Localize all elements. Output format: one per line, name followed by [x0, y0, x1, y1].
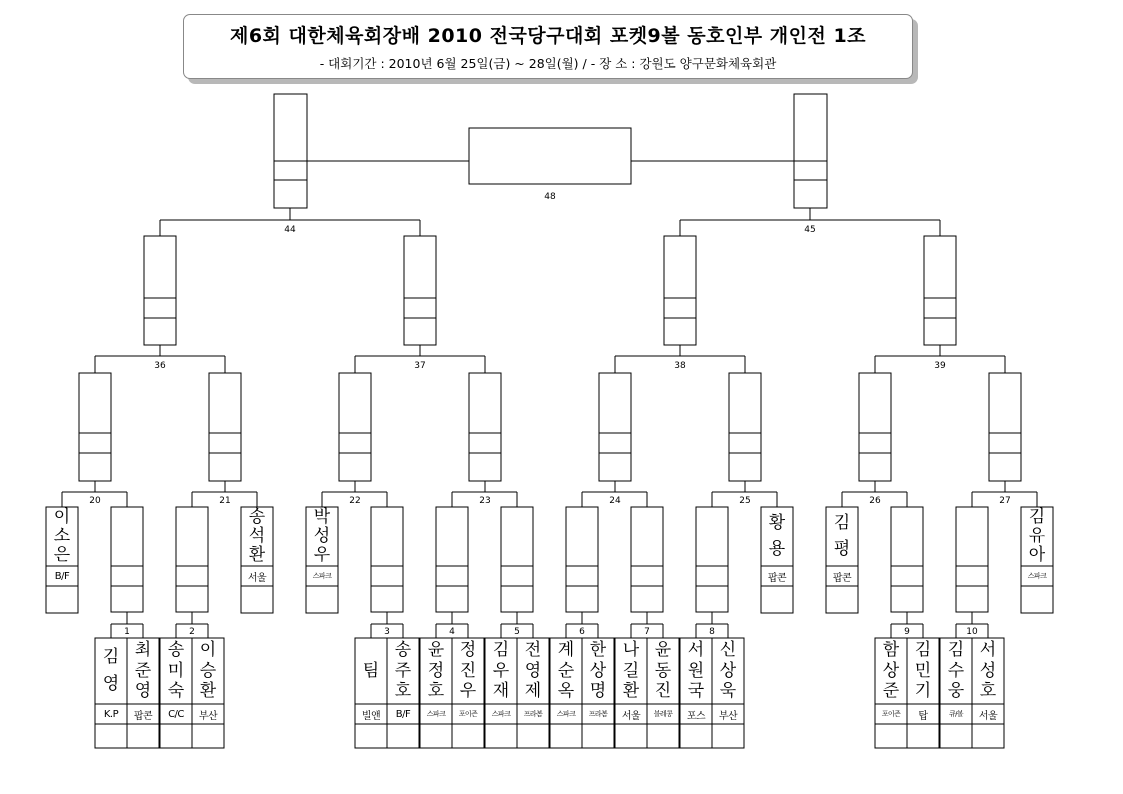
- player-team: 부산: [198, 710, 218, 722]
- bracket-lines: [62, 94, 1037, 638]
- event-info: - 대회기간 : 2010년 6월 25일(금) ~ 28일(월) / - 장 소 : 강원도 양구문화체육회관: [319, 56, 777, 71]
- player-name: 윤 정 호: [427, 639, 445, 702]
- player-name: 김 민 기: [914, 639, 932, 702]
- player-name: 함 상 준: [882, 639, 900, 702]
- player-team: 서울: [621, 710, 641, 722]
- player-team: 부산: [718, 710, 738, 722]
- match-number: 25: [739, 496, 751, 506]
- player-entry: [241, 507, 273, 613]
- player-name: 나 길 환: [622, 639, 640, 702]
- player-name: 이 승 환: [199, 639, 217, 702]
- player-entry: [972, 638, 1004, 748]
- player-entry: [647, 638, 679, 748]
- match-number: 7: [644, 627, 650, 637]
- player-team: 스파크: [1027, 572, 1047, 580]
- player-entry: [485, 638, 517, 748]
- final-box: [469, 128, 631, 184]
- match-number: 26: [869, 496, 881, 506]
- player-name: 서 성 호: [979, 639, 997, 702]
- player-entry: [712, 638, 744, 748]
- player-team: 포이즌: [881, 710, 901, 718]
- player-entry: [761, 507, 793, 613]
- match-number: 45: [804, 225, 816, 235]
- match-number: 2: [189, 627, 195, 637]
- player-team: 포스: [686, 710, 706, 722]
- player-entry: [452, 638, 484, 748]
- player-entry: [550, 638, 582, 748]
- player-name: 김 유 아: [1028, 507, 1046, 565]
- r32-box-9: [891, 507, 923, 612]
- match-number: 1: [124, 627, 130, 637]
- page-title: 제6회 대한체육회장배 2010 전국당구대회 포켓9볼 동호인부 개인전 1조: [229, 25, 867, 47]
- player-team: 스파크: [491, 710, 511, 718]
- player-name: 김 평: [833, 513, 851, 559]
- player-team: C/C: [168, 708, 184, 720]
- player-entry: [615, 638, 647, 748]
- r16-box-7: [859, 373, 891, 481]
- player-team: 포이즌: [458, 710, 478, 718]
- match-number: 4: [449, 627, 455, 637]
- r16-box-4: [469, 373, 501, 481]
- player-name: 박 성 우: [313, 507, 331, 565]
- match-number: 24: [609, 496, 621, 506]
- player-entry: [306, 507, 338, 613]
- player-team: B/F: [54, 570, 70, 582]
- match-number: 39: [934, 361, 946, 371]
- player-team: B/F: [395, 708, 411, 720]
- match-number: 38: [674, 361, 686, 371]
- player-entry: [387, 638, 419, 748]
- player-name: 송 석 환: [248, 507, 266, 565]
- player-entry: [907, 638, 939, 748]
- player-team: 스파크: [426, 710, 446, 718]
- player-entry: [1021, 507, 1053, 613]
- match-number: 5: [514, 627, 520, 637]
- match-number: 3: [384, 627, 390, 637]
- player-name: 김 영: [102, 646, 120, 695]
- player-name: 윤 동 진: [654, 639, 672, 702]
- player-entry: [192, 638, 224, 748]
- player-team: K.P: [103, 708, 119, 720]
- player-entry: [46, 507, 78, 613]
- r16-box-2: [209, 373, 241, 481]
- r32-box-4: [436, 507, 468, 612]
- qf-box-3: [664, 236, 696, 345]
- player-name: 황 용: [768, 513, 786, 559]
- r32-box-10: [956, 507, 988, 612]
- player-entry: [940, 638, 972, 748]
- player-team: 빌앤: [361, 710, 381, 722]
- player-team: 서울: [247, 572, 267, 584]
- player-entry: [355, 638, 387, 748]
- match-number: 44: [284, 225, 296, 235]
- player-name: 신 상 욱: [719, 639, 737, 702]
- r16-box-3: [339, 373, 371, 481]
- r32-box-7: [631, 507, 663, 612]
- match-number: 23: [479, 496, 491, 506]
- player-name: 팀: [362, 660, 380, 681]
- player-team: 탑: [918, 710, 928, 722]
- r32-box-2: [176, 507, 208, 612]
- match-number: 48: [544, 192, 556, 202]
- player-name: 김 우 재: [492, 639, 510, 702]
- player-name: 계 순 옥: [557, 639, 575, 702]
- player-name: 송 주 호: [394, 639, 412, 702]
- player-team: 프라봄: [523, 710, 543, 718]
- player-team: 스파크: [312, 572, 332, 580]
- player-name: 이 소 은: [53, 507, 71, 565]
- match-number: 37: [414, 361, 426, 371]
- match-number: 36: [154, 361, 166, 371]
- player-entry: [420, 638, 452, 748]
- match-number: 27: [999, 496, 1011, 506]
- r32-box-5: [501, 507, 533, 612]
- player-team: 스파크: [556, 710, 576, 718]
- player-name: 서 원 국: [687, 639, 705, 702]
- player-entry: [127, 638, 159, 748]
- player-team: 팝콘: [767, 572, 787, 584]
- r32-box-3: [371, 507, 403, 612]
- semi-left-box: [274, 94, 307, 208]
- r16-box-5: [599, 373, 631, 481]
- qf-box-1: [144, 236, 176, 345]
- match-number: 22: [349, 496, 361, 506]
- player-name: 김 수 웅: [947, 639, 965, 702]
- qf-box-4: [924, 236, 956, 345]
- player-name: 한 상 명: [589, 639, 607, 702]
- player-entry: [160, 638, 192, 748]
- player-name: 정 진 우: [459, 639, 477, 702]
- player-team: 서울: [978, 710, 998, 722]
- player-team: 블레콩: [653, 710, 673, 718]
- player-name: 최 준 영: [134, 639, 152, 702]
- r16-box-1: [79, 373, 111, 481]
- r32-box-6: [566, 507, 598, 612]
- match-number: 9: [904, 627, 910, 637]
- match-number: 10: [966, 627, 978, 637]
- player-entry: [517, 638, 549, 748]
- player-entry: [582, 638, 614, 748]
- player-entry: [95, 638, 127, 748]
- player-name: 송 미 숙: [167, 639, 185, 702]
- qf-box-2: [404, 236, 436, 345]
- match-number: 21: [219, 496, 231, 506]
- r16-box-8: [989, 373, 1021, 481]
- match-number: 8: [709, 627, 715, 637]
- player-team: 팝콘: [832, 572, 852, 584]
- player-team: 팝콘: [133, 710, 153, 722]
- r32-box-1: [111, 507, 143, 612]
- match-number: 20: [89, 496, 101, 506]
- player-team: 프라봄: [588, 710, 608, 718]
- player-name: 전 영 제: [524, 639, 542, 702]
- r16-box-6: [729, 373, 761, 481]
- player-entry: [826, 507, 858, 613]
- player-entry: [680, 638, 712, 748]
- r32-box-8: [696, 507, 728, 612]
- match-number: 6: [579, 627, 585, 637]
- semi-right-box: [794, 94, 827, 208]
- player-team: 큐/볼: [948, 710, 964, 718]
- player-entry: [875, 638, 907, 748]
